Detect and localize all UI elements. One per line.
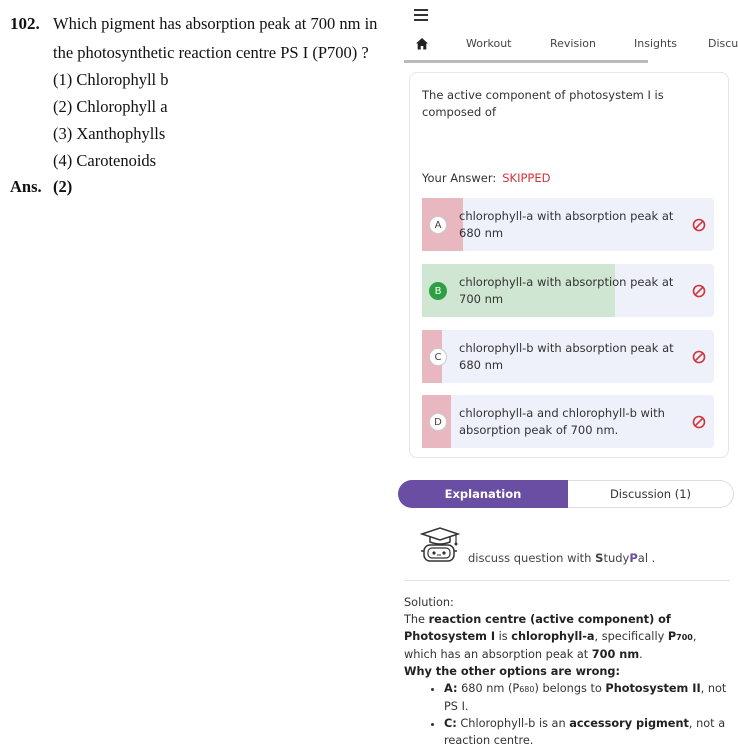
wrong-options-list — [404, 680, 729, 749]
sol-bold: 700 nm — [591, 648, 640, 661]
ban-icon — [692, 415, 706, 429]
list-item — [444, 680, 729, 715]
tab-explanation[interactable]: Explanation — [398, 480, 568, 508]
answer-label: Ans. — [10, 177, 42, 196]
option-c-badge: C — [429, 348, 447, 366]
sol-bold: chlorophyll-a — [511, 630, 595, 643]
tab-discussion[interactable]: Discussion (1) — [568, 480, 734, 508]
answer-option-d[interactable] — [422, 395, 714, 448]
option-b-badge: B — [429, 282, 447, 300]
solution-paragraph — [404, 611, 729, 663]
question-number: 102. — [10, 14, 40, 33]
sol-bold: P — [667, 630, 677, 643]
answer-option-c[interactable] — [422, 330, 714, 383]
practice-app-panel — [398, 0, 738, 747]
nav-bar — [398, 28, 738, 60]
option-d-text: chlorophyll-a and chlorophyll-b with absorption peak of 700 nm. — [459, 406, 665, 437]
your-answer-status: SKIPPED — [502, 171, 551, 185]
your-answer — [422, 171, 550, 185]
sol-bold: reaction centre (active component) of Photosystem I — [404, 613, 671, 643]
sol-subscript: 700 — [676, 633, 693, 642]
sol-bold: Photosystem II — [605, 682, 701, 695]
why-heading-text: Why the other options are wrong: — [404, 665, 620, 678]
sol-text: , specifically — [594, 630, 668, 643]
question-text-line2: the photosynthetic reaction centre PS I (P700) ? — [53, 43, 369, 62]
option-b-text: chlorophyll-a with absorption peak at 700 nm — [459, 275, 674, 306]
answer-option-b[interactable] — [422, 264, 714, 317]
sol-text: . — [639, 648, 643, 661]
studypal-prefix: discuss question with — [468, 551, 596, 565]
sol-bold: A: — [444, 682, 458, 695]
sol-bold: C: — [444, 717, 457, 730]
sol-text: , which has an absorption peak at — [404, 630, 697, 661]
question-option-4: (4) Carotenoids — [53, 151, 157, 170]
sol-bold: accessory pigment — [569, 717, 689, 730]
question-option-3: (3) Xanthophylls — [53, 124, 166, 143]
studypal-brand-s: S — [595, 551, 604, 565]
sol-text: 680 nm (P — [457, 682, 520, 695]
sol-subscript: 680 — [519, 685, 535, 694]
ban-icon — [692, 284, 706, 298]
option-d-badge: D — [429, 413, 447, 431]
studypal-brand-tudy: tudy — [603, 551, 630, 565]
list-item — [444, 715, 729, 749]
question-text-line1: Which pigment has absorption peak at 700 nm in — [53, 14, 378, 33]
nav-tab-discuss[interactable]: Discu — [708, 37, 738, 50]
sol-text: , not a reaction centre. — [444, 717, 726, 747]
studypal-brand-al: al — [637, 551, 649, 565]
answer-value: (2) — [53, 177, 73, 196]
explanation-tabs — [398, 480, 735, 508]
ban-icon — [692, 350, 706, 364]
sol-text: Chlorophyll-b is an — [456, 717, 570, 730]
sol-text: is — [495, 630, 512, 643]
card-question-text: The active component of photosystem I is composed of — [422, 88, 664, 119]
your-answer-label: Your Answer: — [422, 171, 497, 185]
question-card — [409, 72, 729, 458]
solution-section — [404, 594, 729, 749]
ban-icon — [692, 218, 706, 232]
nav-tab-workout[interactable]: Workout — [466, 37, 512, 50]
home-icon[interactable] — [415, 37, 429, 51]
sol-text: ) belongs to — [534, 682, 606, 695]
studypal-suffix: . — [648, 551, 656, 565]
question-option-2: (2) Chlorophyll a — [53, 97, 168, 116]
option-a-text: chlorophyll-a with absorption peak at 680 nm — [459, 209, 674, 240]
studypal-brand-p: P — [629, 551, 638, 565]
option-a-badge: A — [429, 216, 447, 234]
menu-icon[interactable] — [414, 9, 428, 21]
studypal-link[interactable] — [468, 551, 655, 565]
nav-tab-revision[interactable]: Revision — [550, 37, 596, 50]
question-option-1: (1) Chlorophyll b — [53, 70, 169, 89]
why-heading — [404, 663, 729, 680]
solution-heading: Solution: — [404, 596, 454, 609]
answer-option-a[interactable] — [422, 198, 714, 251]
nav-underline — [404, 60, 648, 63]
divider — [404, 580, 730, 581]
sol-text: The — [404, 613, 429, 626]
nav-tab-insights[interactable]: Insights — [634, 37, 678, 50]
sol-text: , not PS I. — [444, 682, 727, 713]
option-c-text: chlorophyll-b with absorption peak at 680 nm — [459, 341, 674, 372]
robot-graduate-icon[interactable] — [416, 525, 464, 563]
